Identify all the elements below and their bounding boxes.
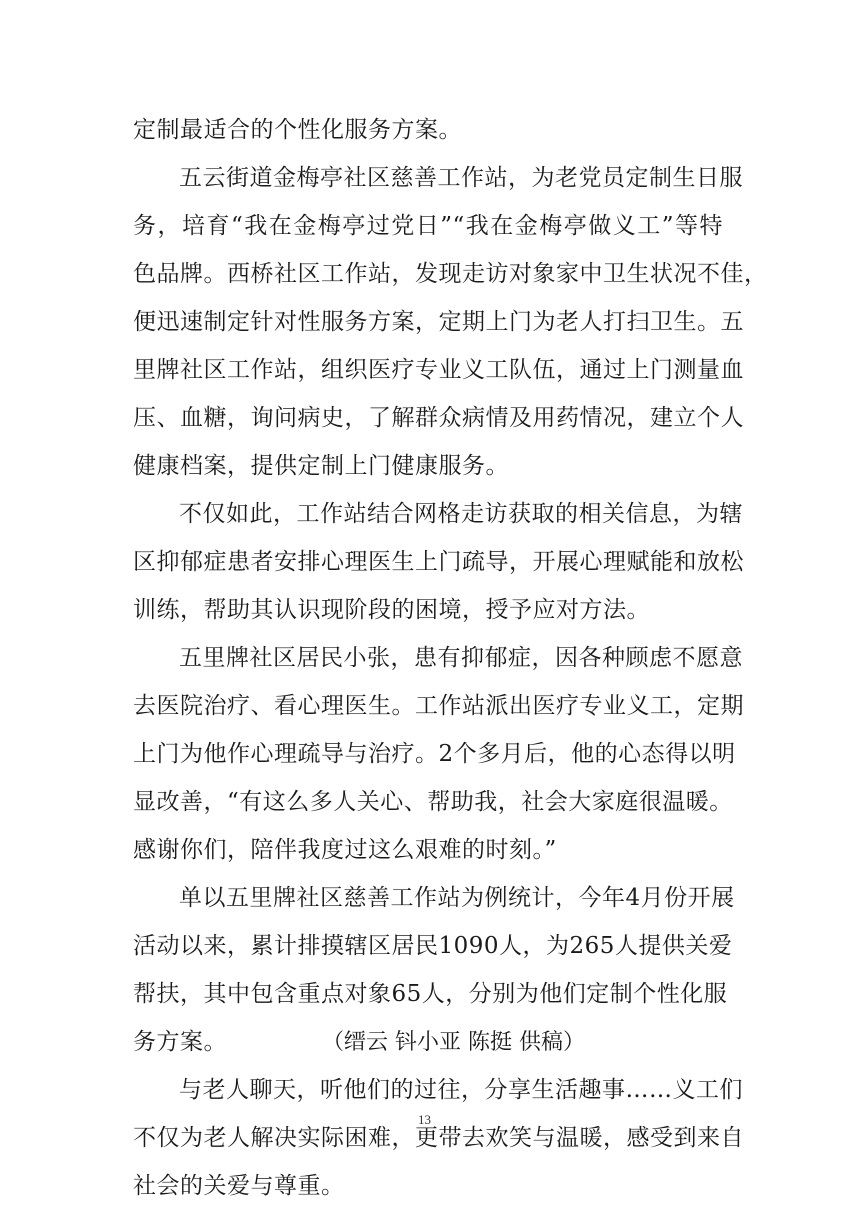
text-line: 里牌社区工作站，组织医疗专业义工队伍，通过上门测量血 xyxy=(133,357,744,383)
text-line: 不仅如此，工作站结合网格走访获取的相关信息，为辖 xyxy=(179,501,743,527)
text-line: 区抑郁症患者安排心理医生上门疏导，开展心理赋能和放松 xyxy=(133,549,744,575)
text-line: 务方案。 xyxy=(133,1029,227,1055)
text-line: 健康档案，提供定制上门健康服务。 xyxy=(133,453,509,479)
text-line: 便迅速制定针对性服务方案，定期上门为老人打扫卫生。五 xyxy=(133,309,744,335)
text-line: 务，培育“我在金梅亭过党日”“我在金梅亭做义工”等特 xyxy=(133,213,723,239)
text-line: 定制最适合的个性化服务方案。 xyxy=(133,117,462,143)
paragraph xyxy=(133,154,768,490)
text-line: 压、血糖，询问病史，了解群众病情及用药情况，建立个人 xyxy=(133,405,744,431)
text-line: 与老人聊天，听他们的过往，分享生活趣事……义工们 xyxy=(179,1077,743,1103)
text-line: 训练，帮助其认识现阶段的困境，授予应对方法。 xyxy=(133,597,650,623)
text-line: 上门为他作心理疏导与治疗。2个多月后，他的心态得以明 xyxy=(133,741,736,767)
paragraph xyxy=(133,1066,744,1210)
text-line: 色品牌。西桥社区工作站，发现走访对象家中卫生状况不佳， xyxy=(133,261,768,287)
text-line: 去医院治疗、看心理医生。工作站派出医疗专业义工，定期 xyxy=(133,693,744,719)
paragraph xyxy=(133,106,723,154)
paragraph xyxy=(133,490,744,634)
byline: （缙云 钭小亚 陈挺 供稿） xyxy=(322,1030,585,1055)
text-line: 不仅为老人解决实际困难，更带去欢笑与温暖，感受到来自 xyxy=(133,1125,744,1151)
text-line: 五云街道金梅亭社区慈善工作站，为老党员定制生日服 xyxy=(179,165,743,191)
page-number: 13 xyxy=(418,1112,431,1127)
text-line: 帮扶，其中包含重点对象65人，分别为他们定制个性化服 xyxy=(133,981,728,1007)
text-line: 单以五里牌社区慈善工作站为例统计，今年4月份开展 xyxy=(179,885,735,911)
text-line: 五里牌社区居民小张，患有抑郁症，因各种顾虑不愿意 xyxy=(179,645,743,671)
text-line: 感谢你们，陪伴我度过这么艰难的时刻。” xyxy=(133,837,557,863)
text-line: 显改善，“有这么多人关心、帮助我，社会大家庭很温暖。 xyxy=(133,789,733,815)
text-line: 活动以来，累计排摸辖区居民1090人，为265人提供关爱 xyxy=(133,933,733,959)
paragraph xyxy=(133,634,744,874)
text-line: 社会的关爱与尊重。 xyxy=(133,1173,345,1199)
